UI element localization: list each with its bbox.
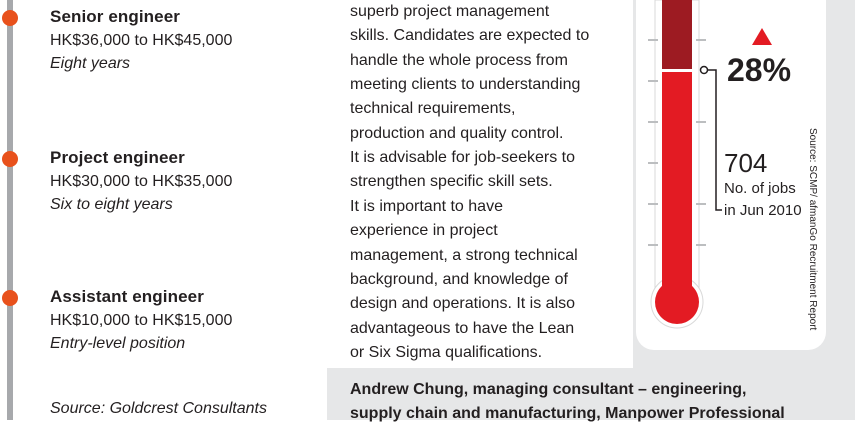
quote-line: It is advisable for job-seekers to — [350, 149, 575, 167]
quote-line: skills. Candidates are expected to — [350, 27, 590, 45]
quote-line: experience in project — [350, 222, 498, 240]
attribution-line: supply chain and manufacturing, Manpower Professional — [350, 405, 785, 422]
job-title: Project engineer — [50, 148, 185, 167]
timeline-dot — [2, 10, 18, 26]
timeline-line — [7, 0, 13, 420]
jobs-label-line: in Jun 2010 — [724, 202, 802, 219]
quote-line: handle the whole process from — [350, 51, 568, 69]
thermometer-increase-fill — [662, 0, 692, 69]
quote-line: meeting clients to understanding — [350, 76, 581, 94]
increase-arrow-icon — [752, 28, 772, 45]
quote-line: strengthen specific skill sets. — [350, 173, 553, 191]
timeline-dot — [2, 290, 18, 306]
thermometer-separator — [662, 69, 692, 72]
change-percent: 28% — [727, 52, 792, 88]
job-salary: HK$36,000 to HK$45,000 — [50, 32, 233, 49]
jobs-count: 704 — [724, 148, 768, 178]
timeline-dot — [2, 151, 18, 167]
thermometer-fill — [662, 72, 692, 300]
job-title: Senior engineer — [50, 7, 180, 26]
job-salary: HK$10,000 to HK$15,000 — [50, 312, 233, 329]
pointer-bracket — [708, 70, 722, 210]
attribution-line: Andrew Chung, managing consultant – engineering, — [350, 381, 747, 398]
pointer-dot — [701, 67, 708, 74]
quote-line: design and operations. It is also — [350, 295, 576, 313]
quote-line: superb project management — [350, 3, 550, 20]
source-vertical: Source: SCMP/ afmanGo Recruitment Report — [807, 128, 818, 331]
job-experience: Six to eight years — [50, 196, 173, 213]
quote-line: It is important to have — [350, 197, 503, 215]
job-experience: Eight years — [50, 55, 131, 72]
quote-line: management, a strong technical — [350, 246, 578, 264]
quote-line: advantageous to have the Lean — [350, 319, 575, 337]
quote-line: or Six Sigma qualifications. — [350, 343, 543, 361]
job-title: Assistant engineer — [50, 287, 204, 306]
quote-line: technical requirements, — [350, 100, 516, 118]
jobs-label-line: No. of jobs — [724, 180, 796, 197]
job-salary: HK$30,000 to HK$35,000 — [50, 173, 233, 190]
quote-line: production and quality control. — [350, 124, 564, 142]
thermometer-neck — [662, 270, 692, 302]
quote-line: background, and knowledge of — [350, 270, 568, 288]
job-experience: Entry-level position — [50, 335, 186, 352]
source-note: Source: Goldcrest Consultants — [50, 400, 267, 417]
